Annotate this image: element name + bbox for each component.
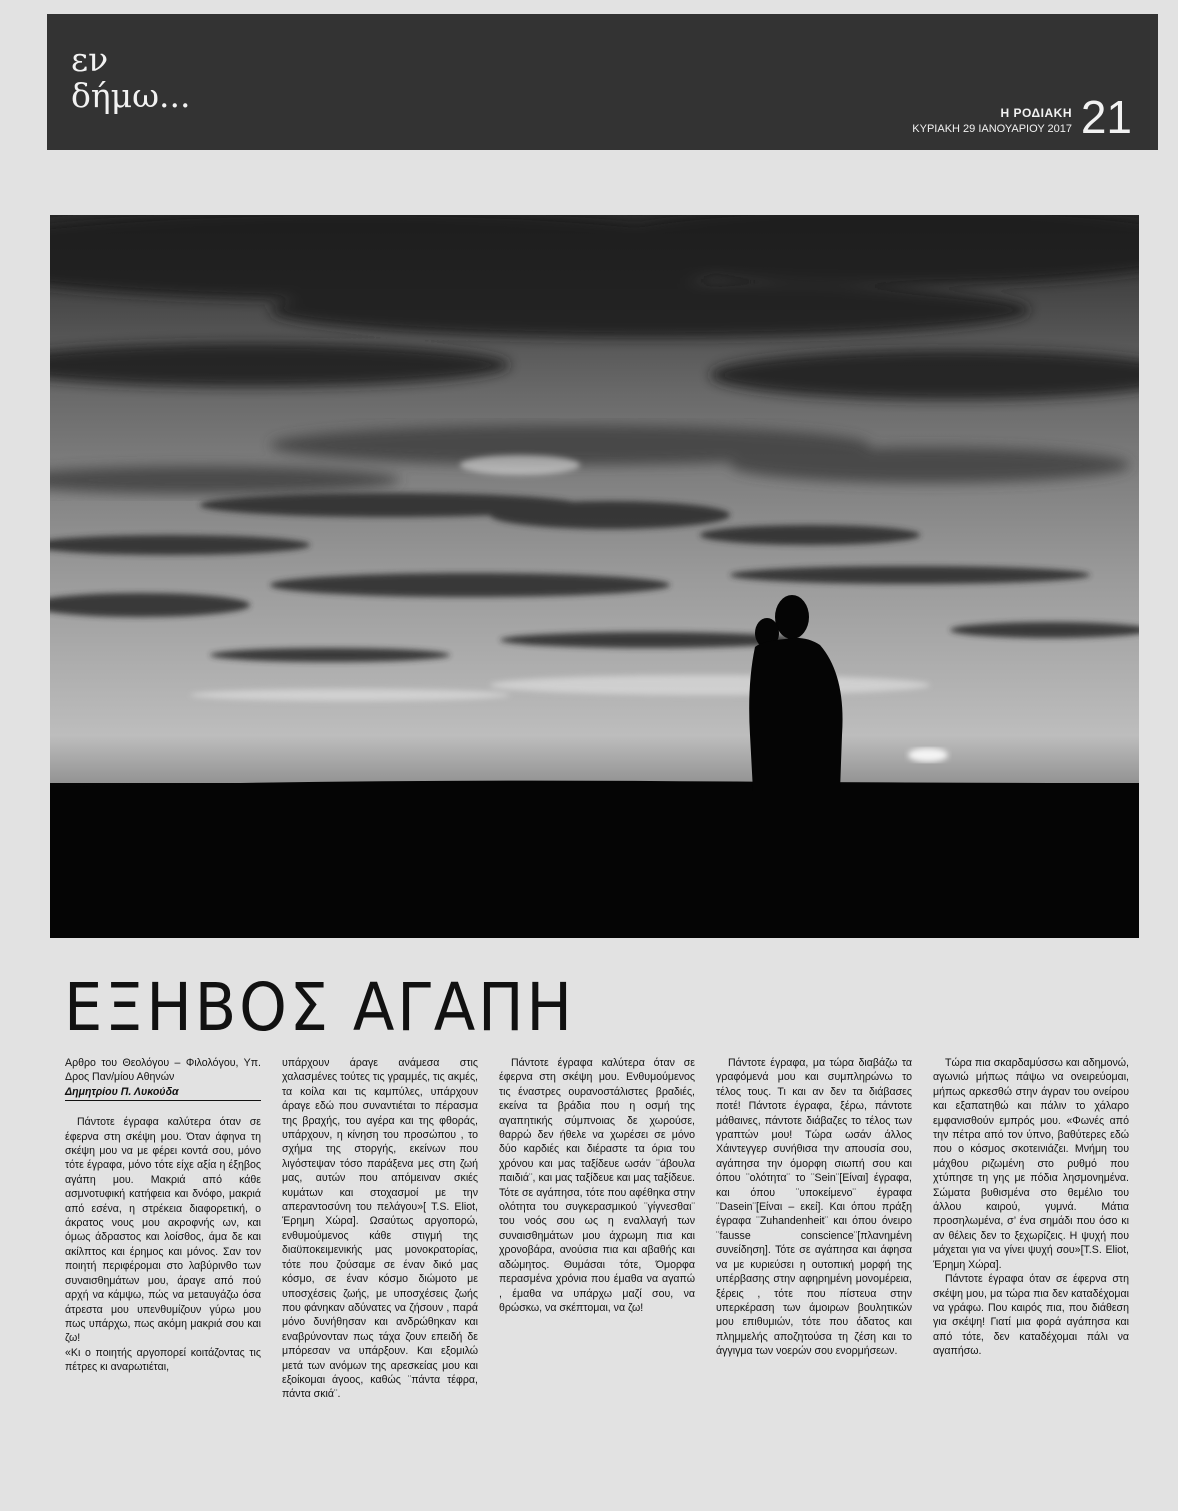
- article-photo: [50, 215, 1139, 938]
- article-column-4: [716, 1056, 912, 1359]
- masthead: [912, 106, 1072, 135]
- article-column-1: [65, 1056, 261, 1375]
- article-byline: Αρθρο του Θεολόγου – Φιλολόγου, Υπ. Δρος Παν/μίου Αθηνών: [65, 1057, 261, 1084]
- issue-date: ΚΥΡΙΑΚΗ 29 ΙΑΝΟΥΑΡΙΟΥ 2017: [912, 123, 1072, 135]
- section-title-line-1: εν: [71, 40, 109, 79]
- article-paragraph: Πάντοτε έγραφα καλύτερα όταν σε έφερνα στη σκέψη μου. Όταν άφηνα τη σκέψη μου να με φέρει κοντά σου, μόνο τότε έγραφα, μόνο τότε είχε αξία η έξηβος αγάπη μου. Μακριά από κάθε ασμνοτυφική κατήφεια και δνόφο, μακριά από εσένα, η στρέκεια διαφορετική, ο άκρατος νους μου ακροφνής ων, και όμως άδραστος και λοίσθος, άμα δε και ακίλπτος και έρημος και μόνος. Σαν τον ποιητή περιφέρομαι στο λαβύρινθο των συναισθημάτων μου, άραγε από πού αρχή να κάμψω, πώς να μεταυγάζω όσα άτρεστα μου υπενθυμίζουν γύρω μου πως υπάρχω, πως ακόμη μακριά σου και ζω!: [65, 1116, 261, 1345]
- paper-name: Η ΡΟΔΙΑΚΗ: [1000, 106, 1072, 120]
- article-title: ΕΞΗΒΟΣ ΑΓΑΠΗ: [64, 969, 575, 1046]
- page-header: [47, 14, 1158, 150]
- article-paragraph: Πάντοτε έγραφα καλύτερα όταν σε έφερνα στη σκέψη μου. Ενθυμούμενος τις έναστρες ουρανοστάλιστες βραδιές, εκείνα τα βράδια που η οσμή της αγαπητικής σύμπνοιας δε χωρούσε, θαρρώ δεν ήθελε να χωρέσει σε μόνο δύο καρδιές και διέραστε τα όρια του χρόνου και μας ταξίδευε ωσάν ¨άβουλα παιδιά¨, και μας ταξίδευε και μας ταξίδευε. Τότε σε αγάπησα, τότε που αφέθηκα στην ολότητα του συγκερασμικού ¨γίγνεσθαι¨ του νοός σου ως η εναλλαγή των συναισθημάτων μου άχρωμη πια και χρονοβάρα, ανούσια πια και αβαθής και αδώμητος. Θυμάσαι τότε, Όμορφα περασμένα χρόνια που έμαθα να αγαπώ , έμαθα να υπάρχω μαζί σου, να θρώσκω, να σκέπτομαι, να ζω!: [499, 1057, 695, 1314]
- article-paragraph: Πάντοτε έγραφα όταν σε έφερνα στη σκέψη μου, μα τώρα πια δεν καταδέχομαι να γράφω. Που καιρός πια, που διάθεση για σκέψη! Γιατί μια φορά αγάπησα και από τότε, δεν καταδέχομαι πάλι να αγαπήσω.: [933, 1273, 1129, 1358]
- section-title-line-2: δήμω...: [71, 76, 191, 115]
- article-column-2: [282, 1056, 478, 1402]
- article-author: Δημητρίου Π. Λυκούδα: [65, 1085, 261, 1101]
- section-title: [71, 42, 190, 114]
- article-paragraph: Πάντοτε έγραφα, μα τώρα διαβάζω τα γραφόμενά μου και συμπληρώνω το τέλος τους. Τι και αν δεν τα διάβασες ποτέ! Πάντοτε έγραφα, ξέρω, πάντοτε μάθαινες, πάντοτε διάβαζες το τέλος των γραπτών μου! Τώρα ωσάν άλλος Χάιντεγγερ συνήθισα την απουσία σου, αγάπησα την όμορφη σιωπή σου και όπου ¨ολότητα¨ το ¨Sein¨[Είναι] έγραφα, και όπου ¨υποκείμενο¨ έγραφα ¨Dasein¨[Είναι – εκεί]. Και όπου πράξη έγραφα ¨Zuhandenheit¨ και όπου όνειρο ¨fausse conscience¨[πλανημένη συνείδηση]. Τότε σε αγάπησα και άφησα να με κυριεύσει η ουτοπική μορφή της υπέρβασης στην αφηρημένη μονομέρεια, ξέρεις , τότε που πίστευα στην υπερκέραση των άμοιρων βουλητικών μου επιθυμιών, τότε που άδατος και πλημμελής αποζητούσα τη ζέση και το άγγιγμα των νοερών σου ενορμήσεων.: [716, 1057, 912, 1358]
- article-paragraph: «Κι ο ποιητής αργοπορεί κοιτάζοντας τις πέτρες κι αναρωτιέται,: [65, 1346, 261, 1374]
- article-paragraph: υπάρχουν άραγε ανάμεσα στις χαλασμένες τούτες τις γραμμές, τις ακμές, τα κοίλα και τις καμπύλες, υπάρχουν άραγε εδώ που συναντιέται το πέρασμα της βραχής, του αγέρα και της φθοράς, υπάρχουν, η κίνηση του προσώπου , το σχήμα της στοργής, εκείνων που λιγόστεψαν τόσο παράξενα μες στη ζωή μας, αυτών που απόμειναν σκιές κυμάτων και στοχασμοί με την απεραντοσύνη του πελάγου»[ T.S. Eliot, Έρημη Χώρα]. Ωσαύτως αργοπορώ, ενθυμούμενος κάθε στιγμή της διαϋποκειμενικής μας μονοκρατορίας, τότε που ζούσαμε σε έναν δικό μας κόσμο, σε έναν κόσμο διώμοτο με υποσχέσεις ζωής, με υποσχέσεις ζωής που φάνηκαν αδύνατες να ζήσουν , παρά μόνο δυνήθησαν και ανδρώθηκαν και εναβρύνονταν πως τάχα ζουν επειδή δε μπόρεσαν να υπάρξουν. Και εξομιλώ μετά των ανόμων της αρεσκείας μου και εξοίκομαι άγοος, καθώς ¨πάντα τέφρα, πάντα σκιά¨.: [282, 1057, 478, 1401]
- article-paragraph: Τώρα πια σκαρδαμύσσω και αδημονώ, αγωνιώ μήπως πάψω να ονειρεύομαι, μήπως αρκεσθώ στην άγραν του ονείρου και εξαπατηθώ και πάλιν το χάλαρο εμφανισθούν εμπρός μου. «Φωνές από την πέτρα από τον ύπνο, βαθύτερες εδώ που ο κόσμος σκοτεινιάζει. Μνήμη του μάχθου ριζωμένη στο ρυθμό που χτύπησε τη γης με πόδια λησμονημένα. Σώματα βυθισμένα στο θεμέλιο του άλλου καιρού, γυμνά. Μάτια προσηλωμένα, σ’ ένα σημάδι που όσο κι αν θέλεις δεν το ξεχωρίζεις. Η ψυχή που μάχεται για να γίνει ψυχή σου»[T.S. Eliot, Έρημη Χώρα].: [933, 1057, 1129, 1271]
- article-column-3: [499, 1056, 695, 1315]
- page-number: 21: [1080, 91, 1132, 143]
- sunset-silhouette-photo: [50, 215, 1139, 938]
- article-column-5: [933, 1056, 1129, 1359]
